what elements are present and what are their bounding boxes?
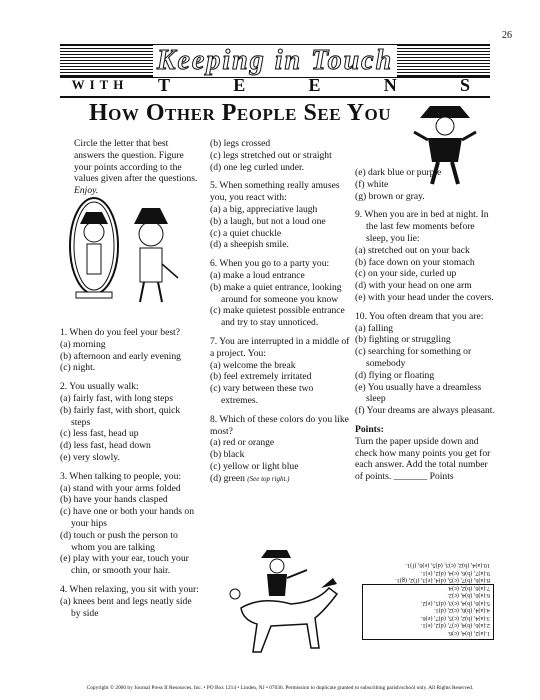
page-number: 26 bbox=[502, 30, 512, 41]
teens-letter: E bbox=[308, 74, 323, 95]
answer-line: 8.(a)6, (b)7, (c)5, (d)4, (e)3, (f)2, (g)1. bbox=[395, 577, 490, 585]
column-right bbox=[355, 167, 495, 490]
banner-with: WITH bbox=[71, 77, 129, 92]
page-title: How Other People See You bbox=[89, 100, 391, 126]
answer-line: 2.(a)6, (b)4, (c)7, (d)2, (e)1. bbox=[420, 622, 490, 630]
question-1: 1. When do you feel your best? (a) morning (b) afternoon and early evening (c) night. bbox=[60, 326, 181, 374]
horse-rider-illustration bbox=[221, 548, 346, 663]
answer-line: 7.(a)6, (b)2, (c)4. bbox=[447, 585, 490, 592]
answer-line: 6.(a)6, (b)4, (c)2. bbox=[447, 592, 490, 600]
teens-letter: T bbox=[158, 74, 173, 95]
question-7: 7. You are interrupted in a middle of a project. You: (a) welcome the break (b) feel extremely irritated (c) vary between these two extremes. bbox=[210, 335, 350, 406]
column-left bbox=[60, 138, 200, 626]
copyright-footer: Copyright © 2000 by Journal Press II Resources, Inc. • PO Box 1214 • Linden, NJ • 07036. Permission to duplicate granted to subscribing parish/school only. All Rights Reserved. bbox=[86, 685, 474, 691]
teens-letter: E bbox=[233, 74, 248, 95]
question-3: 3. When talking to people, you: (a) stand with your arms folded (b) have your hands clasped (c) have one or both your hands on your hips (d) touch or push the person to whom you are talking (e) play with your ear, touch your chin, or smooth your hair. bbox=[60, 470, 195, 577]
question-6: 6. When you go to a party you: (a) make a loud entrance (b) make a quiet entrance, looking around for someone you know (c) make quietest possible entrance and try to stay unnoticed. bbox=[210, 258, 345, 329]
answer-line: 5.(a)6, (b)4, (c)3, (d)5, (e)2. bbox=[420, 600, 490, 607]
answer-key-upside-down bbox=[362, 562, 494, 640]
intro-text: Circle the letter that best answers the question. Figure your points according to the values given after the questions. Enjoy. bbox=[74, 138, 198, 197]
banner-teens bbox=[140, 75, 490, 96]
answer-line: 9.(a)7, (b)6, (c)4, (d)2, (e)1. bbox=[420, 570, 490, 577]
question-8: 8. Which of these colors do you like most? (a) red or orange (b) black (c) yellow or light blue (d) green (See top right.) bbox=[210, 413, 349, 484]
question-4-continued: (b) legs crossed (c) legs stretched out or straight (d) one leg curled under. bbox=[210, 138, 332, 173]
banner-title: Keeping in Touch bbox=[153, 45, 397, 77]
question-4: 4. When relaxing, you sit with your: (a) knees bent and legs neatly side by side bbox=[60, 583, 199, 619]
teens-letter: S bbox=[459, 74, 472, 95]
teens-letter: N bbox=[383, 74, 399, 95]
answer-line: 3.(a)4, (b)2, (c)5, (d)7, (e)6. bbox=[420, 615, 490, 622]
question-9: 9. When you are in bed at night. In the last few moments before sleep, you lie: (a) stretched out on your back (b) face down on your stomach (c) on your side, curled up (d) with your head on one arm (e) with your head under the covers. bbox=[355, 209, 494, 303]
question-10: 10. You often dream that you are: (a) falling (b) fighting or struggling (c) searching for something or somebody (d) flying or floating (e) You usually have a dreamless sleep (f) Your dreams are always pleasant. bbox=[355, 310, 495, 417]
column-middle bbox=[210, 138, 350, 493]
answer-line: 10.(a)4, (b)2, (c)3, (d)5, (e)6, (f)1. bbox=[405, 562, 490, 570]
banner-subtitle bbox=[60, 74, 490, 98]
answer-line: 4.(a)4, (b)6, (c)2, (d)1. bbox=[433, 607, 490, 615]
question-8-continued: (e) dark blue or purple (f) white (g) brown or gray. bbox=[355, 167, 442, 202]
points-section: Points: Turn the paper upside down and check how many points you get for each answer. Add the total number of points. _______ Points bbox=[355, 423, 491, 483]
answer-line: 1.(a)2, (b)4, (c)6. bbox=[447, 630, 490, 637]
question-5: 5. When something really amuses you, you react with: (a) a big, appreciative laugh (b) a laugh, but not a loud one (c) a quiet chuckle (d) a sheepish smile. bbox=[210, 180, 340, 251]
question-2: 2. You usually walk: (a) fairly fast, with long steps (b) fairly fast, with short, quick steps (c) less fast, head up (d) less fast, head down (e) very slowly. bbox=[60, 381, 181, 463]
banner bbox=[60, 44, 490, 78]
